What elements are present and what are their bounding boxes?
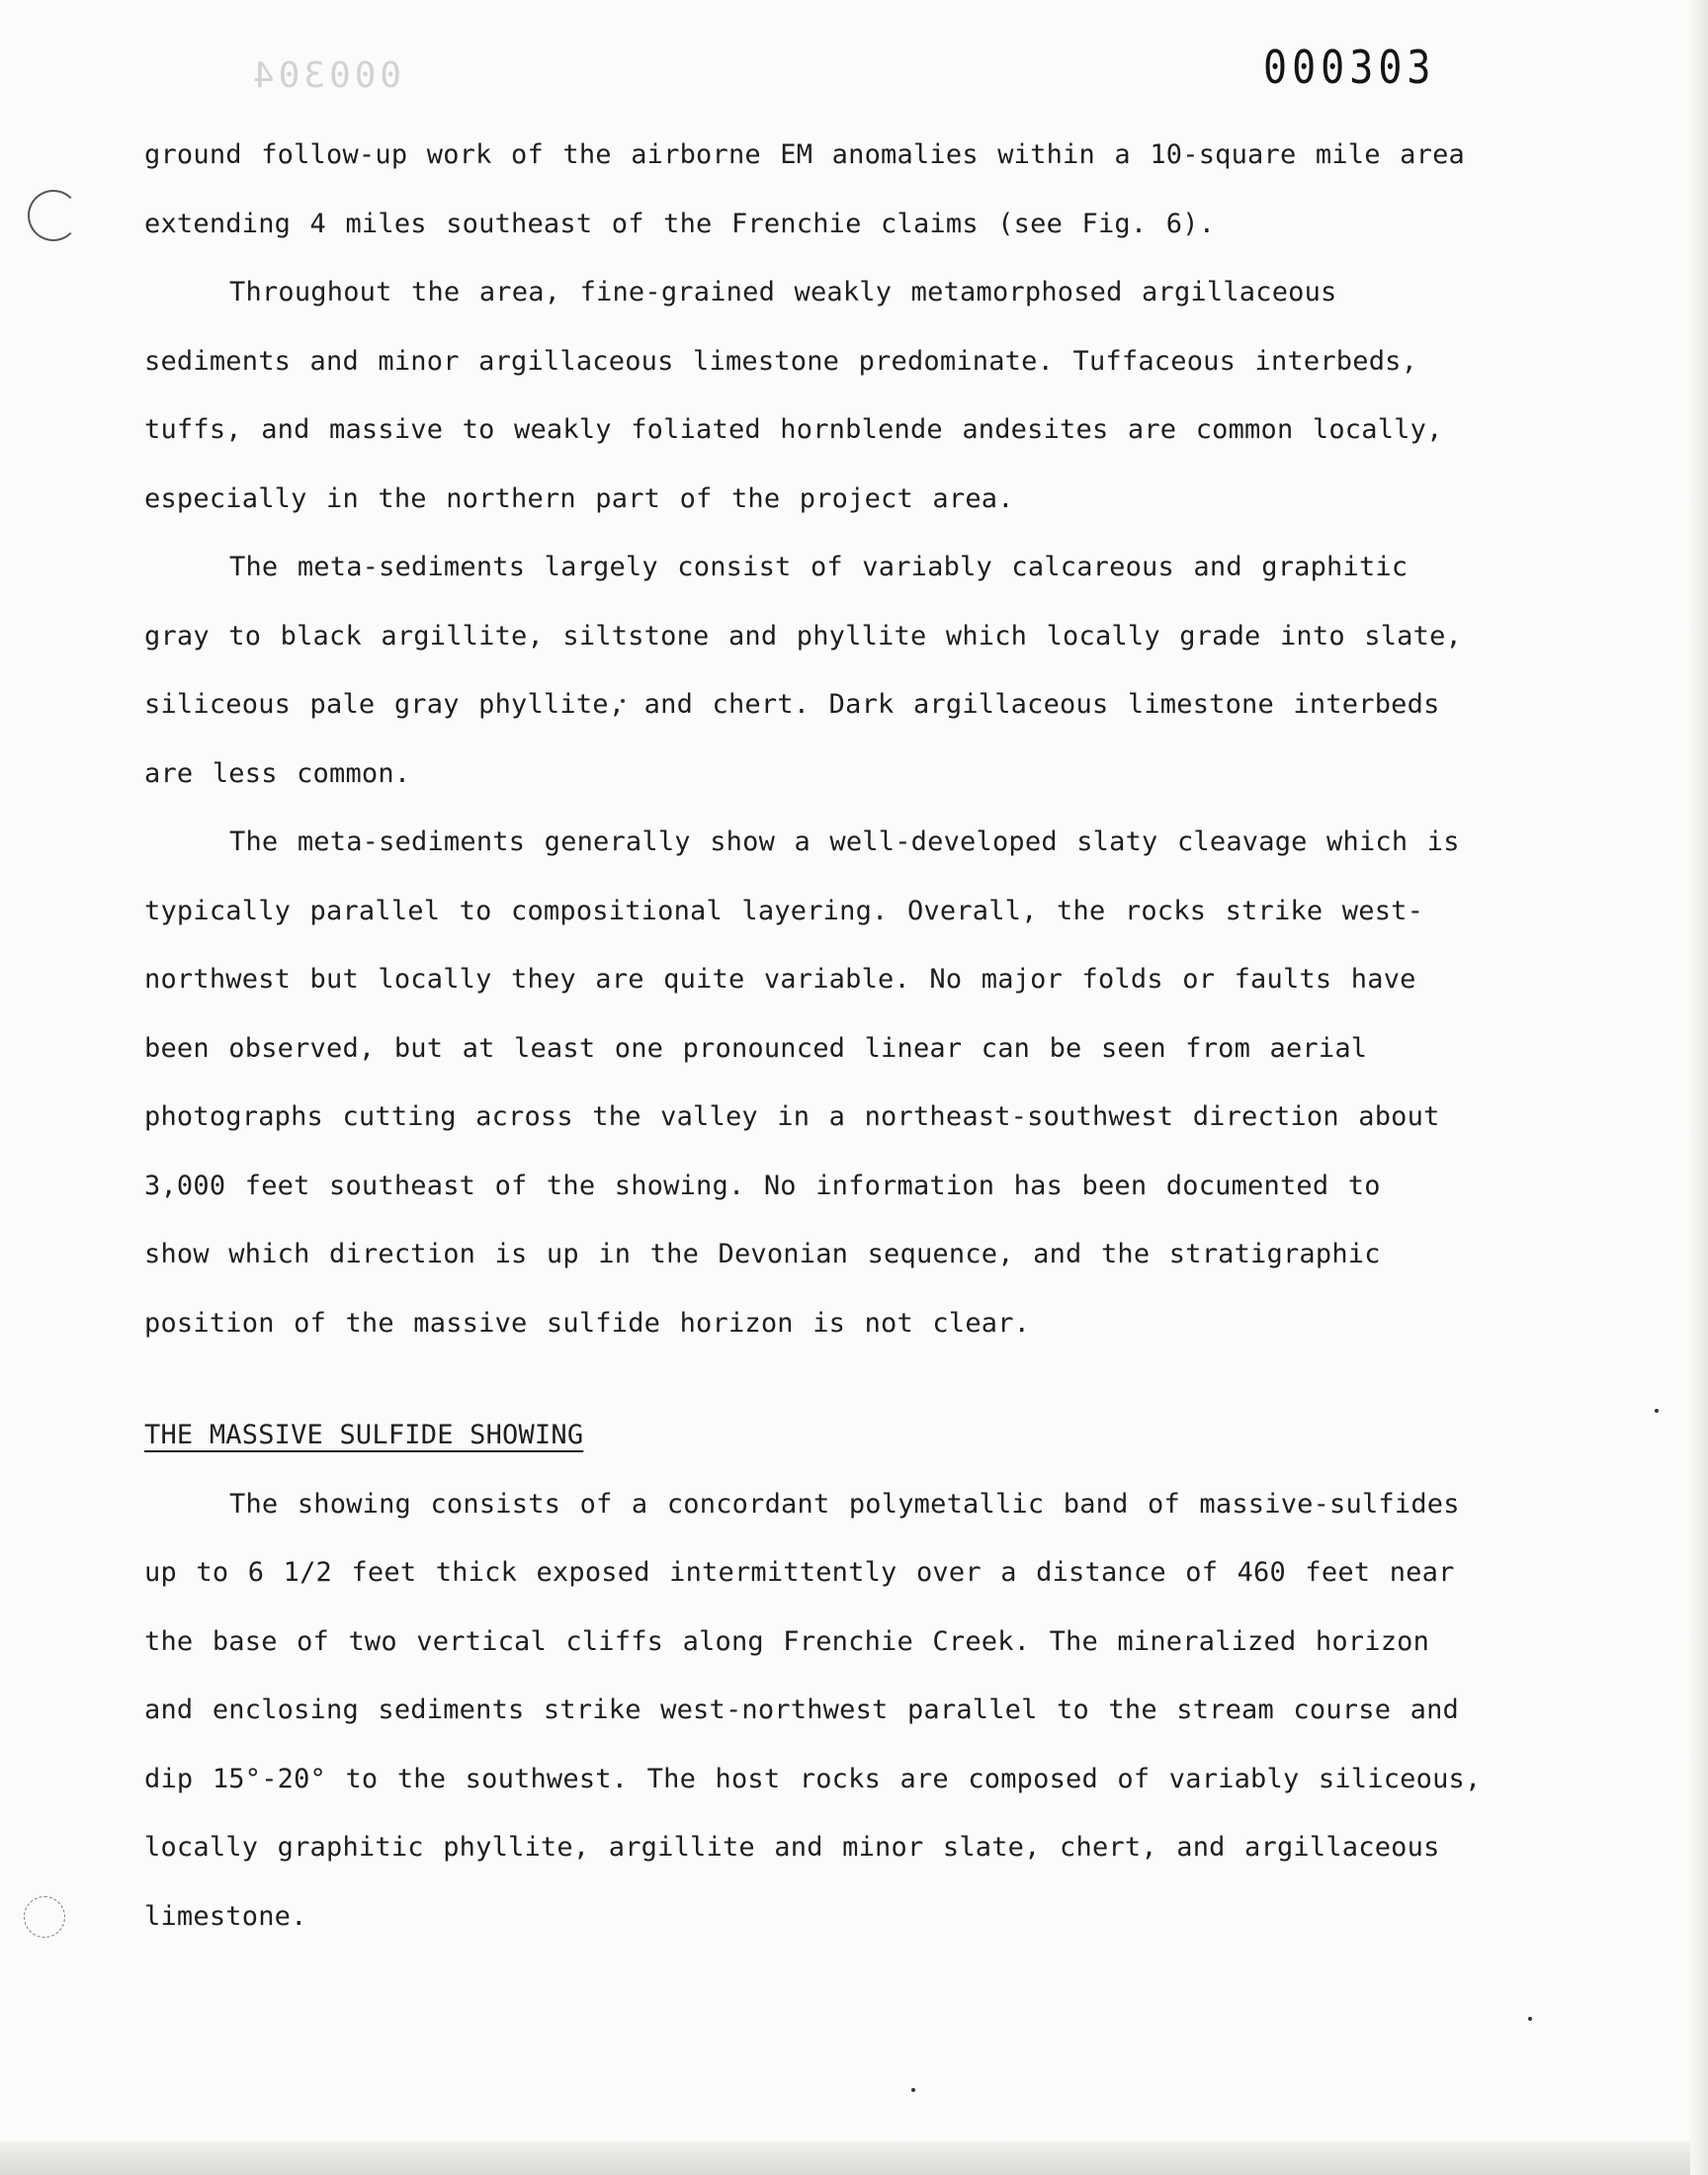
scan-edge bbox=[1690, 0, 1708, 2175]
text-line: and enclosing sediments strike west-northwest parallel to the stream course and bbox=[144, 1695, 1459, 1725]
paragraph bbox=[144, 808, 1568, 1357]
scan-shadow bbox=[0, 2141, 1708, 2175]
text-line: show which direction is up in the Devonian sequence, and the stratigraphic bbox=[144, 1239, 1381, 1269]
text-line: northwest but locally they are quite variable. No major folds or faults have bbox=[144, 964, 1416, 995]
text-line: locally graphitic phyllite, argillite and minor slate, chert, and argillaceous bbox=[144, 1832, 1440, 1863]
section-heading: THE MASSIVE SULFIDE SHOWING bbox=[144, 1420, 584, 1450]
text-line: are less common. bbox=[144, 757, 411, 789]
text-line: The meta-sediments generally show a well-developed slaty cleavage which is bbox=[229, 826, 1460, 857]
page-number: 000303 bbox=[1263, 42, 1436, 95]
text-line: extending 4 miles southeast of the Frenchie claims (see Fig. 6). bbox=[144, 208, 1216, 239]
text-line: The meta-sediments largely consist of variably calcareous and graphitic bbox=[229, 552, 1409, 582]
text-line: limestone. bbox=[144, 1900, 307, 1932]
paragraph bbox=[144, 121, 1568, 258]
punch-hole-mark bbox=[24, 1896, 65, 1938]
text-line: photographs cutting across the valley in a northeast-southwest direction about bbox=[144, 1101, 1440, 1132]
paragraph bbox=[144, 1470, 1568, 1952]
paragraph bbox=[144, 533, 1568, 808]
scan-speck bbox=[1528, 2017, 1532, 2021]
text-line: the base of two vertical cliffs along Frenchie Creek. The mineralized horizon bbox=[144, 1625, 1430, 1657]
paragraph bbox=[144, 258, 1568, 533]
text-line: siliceous pale gray phyllite, and chert. Dark argillaceous limestone interbeds bbox=[144, 689, 1440, 720]
text-line: sediments and minor argillaceous limestone predominate. Tuffaceous interbeds, bbox=[144, 345, 1418, 377]
text-line: gray to black argillite, siltstone and phyllite which locally grade into slate, bbox=[144, 620, 1462, 652]
scan-speck bbox=[911, 2088, 915, 2092]
text-line: especially in the northern part of the project area. bbox=[144, 482, 1014, 514]
section-heading-wrapper bbox=[144, 1357, 1568, 1470]
text-line: Throughout the area, fine-grained weakly metamorphosed argillaceous bbox=[229, 277, 1337, 307]
text-line: up to 6 1/2 feet thick exposed intermittently over a distance of 460 feet near bbox=[144, 1557, 1455, 1588]
text-line: typically parallel to compositional layering. Overall, the rocks strike west- bbox=[144, 895, 1424, 926]
text-line: been observed, but at least one pronounced linear can be seen from aerial bbox=[144, 1032, 1368, 1064]
text-line: position of the massive sulfide horizon is not clear. bbox=[144, 1307, 1031, 1339]
punch-hole-mark bbox=[28, 190, 79, 241]
text-line: dip 15°-20° to the southwest. The host rocks are composed of variably siliceous, bbox=[144, 1763, 1482, 1794]
scan-speck bbox=[1655, 1409, 1659, 1413]
ghost-page-number: 000304 bbox=[249, 55, 402, 96]
body-text bbox=[144, 121, 1568, 1951]
text-line: The showing consists of a concordant polymetallic band of massive-sulfides bbox=[229, 1488, 1460, 1520]
text-line: tuffs, and massive to weakly foliated hornblende andesites are common locally, bbox=[144, 414, 1443, 445]
text-line: 3,000 feet southeast of the showing. No information has been documented to bbox=[144, 1170, 1381, 1201]
text-line: ground follow-up work of the airborne EM anomalies within a 10-square mile area bbox=[144, 139, 1465, 170]
